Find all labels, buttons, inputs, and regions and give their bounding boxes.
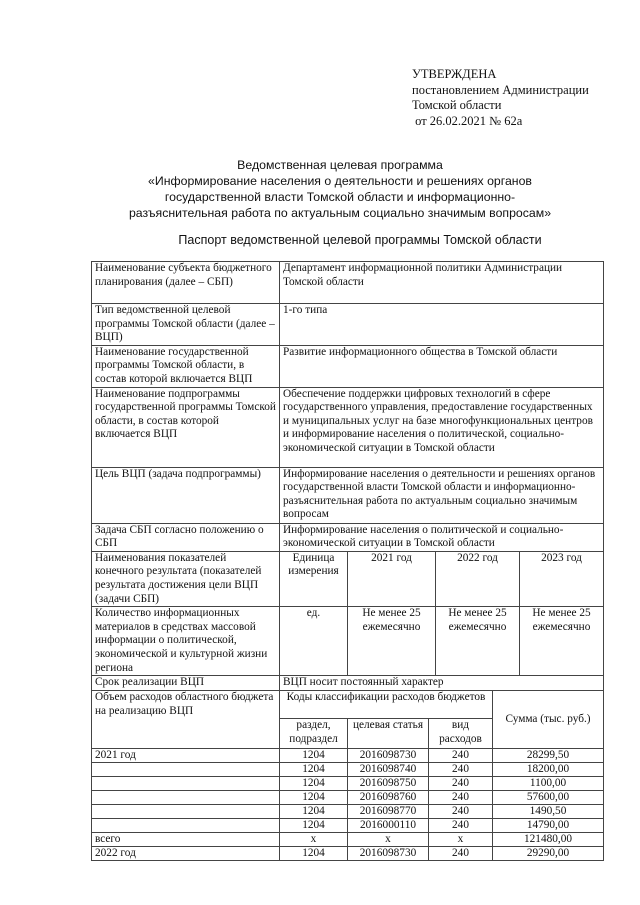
budget-sum: 29290,00 (493, 847, 604, 861)
table-row (92, 387, 604, 467)
approval-title: УТВЕРЖДЕНА (412, 67, 497, 81)
budget-row (92, 819, 604, 833)
budget-year: 2022 год (92, 847, 280, 861)
budget-section: 1204 (280, 777, 348, 791)
title-line: разъяснительная работа по актуальным социально значимым вопросам» (128, 206, 552, 220)
budget-header-row (92, 691, 604, 719)
budget-row (92, 763, 604, 777)
term-row (92, 676, 604, 691)
row-value: Обеспечение поддержки цифровых технологий в сфере государственного управления, предоставление государственных и муниципальных услуг на базе многофункциональных центров и информирование населения о политической, социально-экономической ситуации в Томской области (280, 387, 604, 467)
budget-type: 240 (429, 749, 493, 763)
budget-sum: 57600,00 (493, 791, 604, 805)
budget-year (92, 791, 280, 805)
document-title (90, 157, 590, 221)
budget-row (92, 847, 604, 861)
budget-type: 240 (429, 847, 493, 861)
budget-type: 240 (429, 763, 493, 777)
budget-section: 1204 (280, 819, 348, 833)
budget-type: 240 (429, 805, 493, 819)
indicator-unit: ед. (280, 607, 348, 676)
title-line: государственной власти Томской области и информационно- (164, 190, 516, 204)
budget-row (92, 749, 604, 763)
budget-target: 2016000110 (348, 819, 429, 833)
budget-target: 2016098770 (348, 805, 429, 819)
approval-line: постановлением Администрации (412, 82, 589, 97)
indicator-name: Количество информационных материалов в средствах массовой информации о политической, экономической и культурной жизни региона (92, 607, 280, 676)
budget-sum: 1100,00 (493, 777, 604, 791)
budget-year: 2021 год (92, 749, 280, 763)
approval-date: от 26.02.2021 № 62а (412, 113, 523, 128)
budget-section: 1204 (280, 763, 348, 777)
codes-header: Коды классификации расходов бюджетов (280, 691, 493, 719)
indicators-label: Наименования показателей конечного результата (показателей результата достижения цели ВЦП (задачи СБП) (92, 551, 280, 606)
indicator-value: Не менее 25 ежемесячно (520, 607, 604, 676)
passport-heading: Паспорт ведомственной целевой программы Томской области (178, 233, 542, 247)
sum-header: Сумма (тыс. руб.) (493, 691, 604, 749)
budget-year (92, 819, 280, 833)
indicator-row (92, 607, 604, 676)
year-header: 2022 год (436, 551, 520, 606)
table-row (92, 523, 604, 551)
budget-section: 1204 (280, 791, 348, 805)
row-value: Развитие информационного общества в Томской области (280, 345, 604, 387)
indicator-value: Не менее 25 ежемесячно (436, 607, 520, 676)
title-line: «Информирование населения о деятельности и решениях органов (148, 174, 532, 188)
year-header: 2023 год (520, 551, 604, 606)
term-label: Срок реализации ВЦП (92, 676, 280, 691)
budget-sum: 121480,00 (493, 833, 604, 847)
table-row (92, 262, 604, 304)
table-row (92, 304, 604, 346)
row-label: Наименование подпрограммы государственной программы Томской области, в состав которой включается ВЦП (92, 387, 280, 467)
budget-year (92, 777, 280, 791)
budget-year: всего (92, 833, 280, 847)
target-header: целевая статья (348, 719, 429, 749)
table-row (92, 467, 604, 523)
passport-table (91, 261, 604, 861)
approval-stamp (412, 67, 589, 129)
term-value: ВЦП носит постоянный характер (280, 676, 604, 691)
unit-header: Единица измерения (280, 551, 348, 606)
year-header: 2021 год (348, 551, 436, 606)
budget-year (92, 763, 280, 777)
section-header: раздел, подраздел (280, 719, 348, 749)
indicators-header-row (92, 551, 604, 606)
budget-row (92, 777, 604, 791)
budget-row (92, 805, 604, 819)
budget-sum: 14790,00 (493, 819, 604, 833)
budget-row (92, 791, 604, 805)
budget-section: 1204 (280, 749, 348, 763)
approval-line: Томской области (412, 98, 502, 113)
budget-year (92, 805, 280, 819)
row-label: Тип ведомственной целевой программы Томской области (далее – ВЦП) (92, 304, 280, 346)
budget-sum: 18200,00 (493, 763, 604, 777)
budget-section: 1204 (280, 847, 348, 861)
row-label: Цель ВЦП (задача подпрограммы) (92, 467, 280, 523)
table-row (92, 345, 604, 387)
budget-section: х (280, 833, 348, 847)
row-label: Наименование субъекта бюджетного планирования (далее – СБП) (92, 262, 280, 304)
budget-sum: 1490,50 (493, 805, 604, 819)
row-value: 1-го типа (280, 304, 604, 346)
budget-target: х (348, 833, 429, 847)
row-value: Департамент информационной политики Администрации Томской области (280, 262, 604, 304)
budget-row (92, 833, 604, 847)
budget-label: Объем расходов областного бюджета на реализацию ВЦП (92, 691, 280, 749)
type-header: вид расходов (429, 719, 493, 749)
row-value: Информирование населения о деятельности и решениях органов государственной власти Томской области и информационно-разъяснительная работа по актуальным социально значимым вопросам (280, 467, 604, 523)
budget-target: 2016098730 (348, 847, 429, 861)
budget-type: 240 (429, 819, 493, 833)
row-value: Информирование населения о политической и социально-экономической ситуации в Томской области (280, 523, 604, 551)
row-label: Задача СБП согласно положению о СБП (92, 523, 280, 551)
budget-type: 240 (429, 791, 493, 805)
budget-type: х (429, 833, 493, 847)
indicator-value: Не менее 25 ежемесячно (348, 607, 436, 676)
title-line: Ведомственная целевая программа (237, 158, 443, 172)
budget-target: 2016098730 (348, 749, 429, 763)
budget-section: 1204 (280, 805, 348, 819)
budget-type: 240 (429, 777, 493, 791)
row-label: Наименование государственной программы Томской области, в состав которой включается ВЦП (92, 345, 280, 387)
budget-sum: 28299,50 (493, 749, 604, 763)
budget-target: 2016098750 (348, 777, 429, 791)
budget-target: 2016098760 (348, 791, 429, 805)
budget-target: 2016098740 (348, 763, 429, 777)
